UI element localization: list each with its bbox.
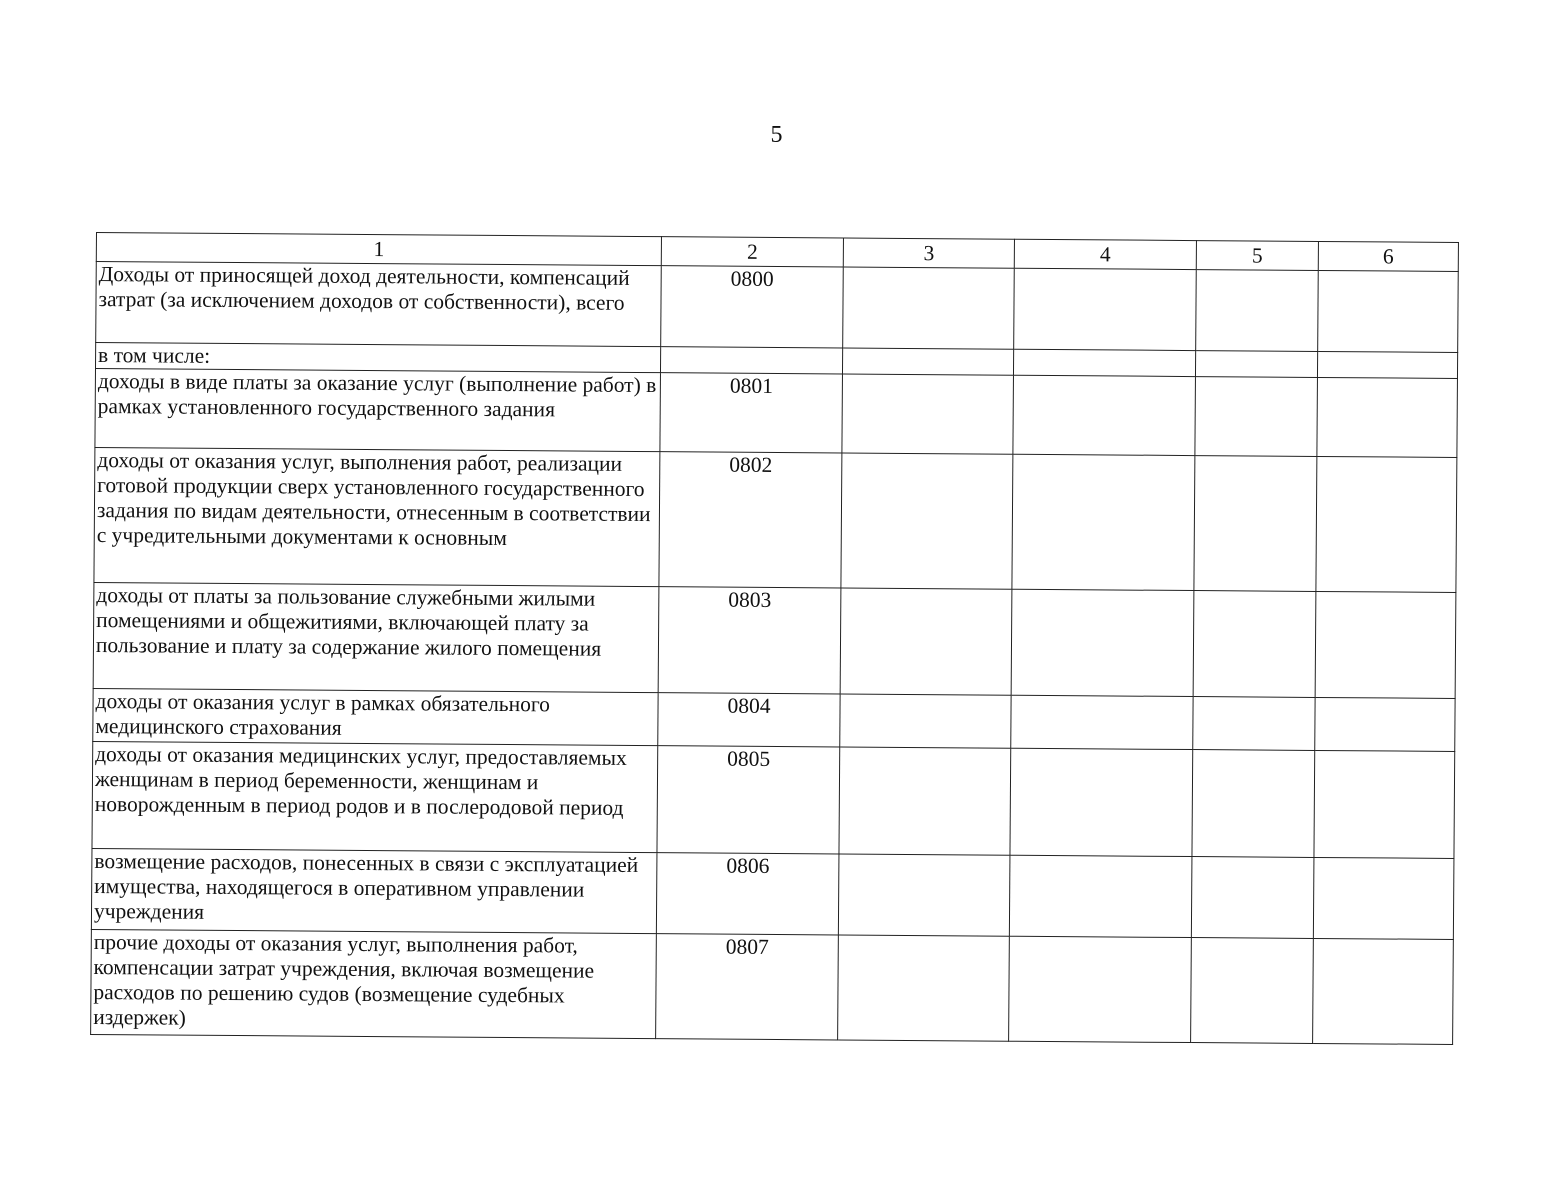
cell-col-3 xyxy=(838,935,1010,1041)
cell-col-5 xyxy=(1194,456,1317,592)
cell-col-3 xyxy=(840,694,1011,748)
cell-col-3 xyxy=(839,747,1011,855)
cell-col-5 xyxy=(1193,697,1315,751)
table-row xyxy=(91,929,1454,1044)
row-code: 0804 xyxy=(658,693,840,747)
cell-col-3 xyxy=(842,374,1014,454)
table-row xyxy=(93,582,1456,698)
header-col-3: 3 xyxy=(843,238,1014,268)
cell-col-3 xyxy=(842,348,1013,375)
table-row xyxy=(95,369,1458,458)
cell-col-6 xyxy=(1317,377,1458,457)
cell-col-4 xyxy=(1013,375,1196,455)
cell-col-4 xyxy=(1009,855,1192,937)
cell-col-4 xyxy=(1011,695,1193,749)
page-number: 5 xyxy=(770,122,783,148)
table-row xyxy=(96,262,1459,353)
cell-col-5 xyxy=(1195,377,1318,457)
cell-col-3 xyxy=(843,267,1015,349)
cell-col-5 xyxy=(1196,270,1319,352)
row-code: 0800 xyxy=(661,266,844,348)
header-col-1: 1 xyxy=(96,233,661,266)
cell-col-4 xyxy=(1012,454,1195,590)
row-description: доходы от платы за пользование служебными жилыми помещениями и общежитиями, включающей плату за пользование и плату за содержание жилого помещения xyxy=(93,582,659,692)
cell-col-4 xyxy=(1009,936,1192,1042)
row-description: доходы в виде платы за оказание услуг (выполнение работ) в рамках установленного государственного задания xyxy=(95,369,661,452)
cell-col-6 xyxy=(1315,697,1455,751)
table-row xyxy=(91,848,1454,939)
cell-col-5 xyxy=(1195,351,1317,378)
row-code xyxy=(660,347,842,374)
row-description: доходы от оказания услуг в рамках обязательного медицинского страхования xyxy=(93,688,658,745)
table-row xyxy=(92,741,1455,858)
cell-col-6 xyxy=(1313,938,1454,1044)
row-code: 0807 xyxy=(656,934,839,1040)
cell-col-3 xyxy=(841,453,1013,589)
cell-col-6 xyxy=(1318,270,1459,352)
row-code: 0803 xyxy=(658,587,841,694)
row-code: 0802 xyxy=(659,452,842,588)
cell-col-6 xyxy=(1316,456,1457,592)
report-table xyxy=(90,232,1459,1045)
header-col-5: 5 xyxy=(1196,241,1318,271)
cell-col-6 xyxy=(1313,857,1454,939)
cell-col-5 xyxy=(1191,857,1314,939)
cell-col-6 xyxy=(1315,591,1456,698)
cell-col-3 xyxy=(838,854,1010,936)
cell-col-5 xyxy=(1192,750,1315,858)
header-col-2: 2 xyxy=(661,237,843,267)
cell-col-4 xyxy=(1014,268,1197,350)
row-description: прочие доходы от оказания услуг, выполнения работ, компенсации затрат учреждения, включая возмещение расходов по решению судов (возмещение судебных издержек) xyxy=(91,929,657,1038)
row-description: Доходы от приносящей доход деятельности, компенсаций затрат (за исключением доходов от собственности), всего xyxy=(96,262,662,347)
row-description: доходы от оказания медицинских услуг, предоставляемых женщинам в период беременности, женщинам и новорожденным в период родов и в послеродовой период xyxy=(92,741,658,852)
cell-col-6 xyxy=(1317,351,1457,378)
header-col-4: 4 xyxy=(1014,239,1196,269)
row-code: 0801 xyxy=(660,373,843,453)
row-description: возмещение расходов, понесенных в связи с эксплуатацией имущества, находящегося в оперативном управлении учреждения xyxy=(91,848,657,933)
cell-col-5 xyxy=(1191,938,1314,1044)
report-table-wrapper xyxy=(90,232,1458,1045)
row-description: в том числе: xyxy=(95,343,660,373)
header-col-6: 6 xyxy=(1318,241,1458,271)
cell-col-4 xyxy=(1010,748,1193,856)
cell-col-5 xyxy=(1193,591,1316,698)
row-description: доходы от оказания услуг, выполнения работ, реализации готовой продукции сверх установленного государственного задания по видам деятельности, отнесенным в соответствии с учредительными документами к основным xyxy=(94,447,660,586)
cell-col-4 xyxy=(1013,349,1195,376)
row-code: 0805 xyxy=(657,746,840,854)
cell-col-6 xyxy=(1314,750,1455,858)
cell-col-4 xyxy=(1011,589,1194,696)
row-code: 0806 xyxy=(656,853,839,935)
table-row xyxy=(94,447,1457,592)
cell-col-3 xyxy=(840,588,1012,695)
